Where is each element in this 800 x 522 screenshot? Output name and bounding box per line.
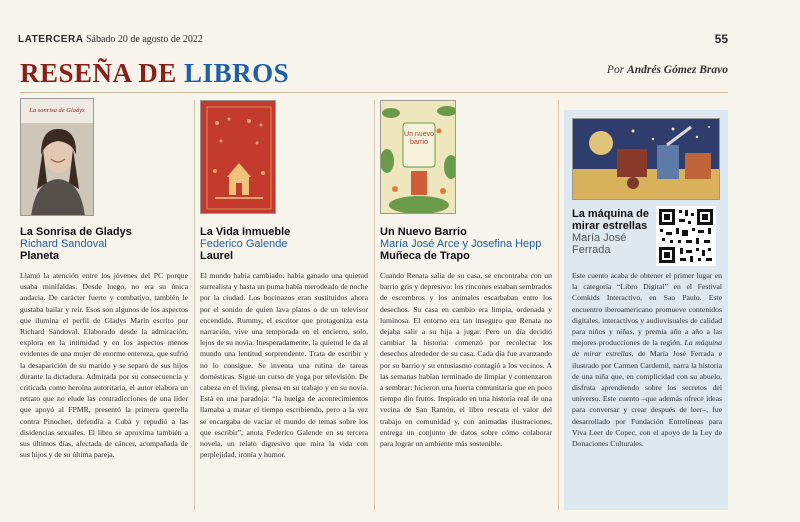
house-illustration xyxy=(201,101,276,214)
review-text: Cuando Renata salía de su casa, se encontraba con un barrio gris y depresivo: los rincones estaban sembrados de escombros y los animales escarbaban entre los desechos. Su casa en cambio era limpia, ordenada y luminosa. El entorno era tan inseguro que Renata no dejaba salir a su hija a jugar. Pero un día decidió cambiar la historia: comenzó por recolectar los desechos alrededor de su casa. Cada día fue avanzando por su barrio y su entusiasmo contagió a los vecinos. A las semanas habían terminado de limpiar y comenzaron a sembrar: hicieron una huerta comunitaria que en poco tiempo dio frutos. Inspirado en una historia real de una vecina de San Ramón, el libro rescata el valor del trabajo en comunidad y, con animadas ilustraciones, entrega un conjunto de datos sobre cómo colaborar para lograr un ambiente más sostenible. xyxy=(380,271,552,449)
book-title: La Sonrisa de Gladys xyxy=(20,226,132,238)
cover-title: Un nuevo barrio xyxy=(404,131,434,146)
review-text: Llamó la atención entre los jóvenes del PC porque usaba minifaldas. Desde luego, no era su única audacia. De carácter fuerte y combativo, también le gustaba bailar y reír. Esos son algunos de los aspectos que ilumina el perfil de Gladys Marín escrito por Richard Sandoval. Elaborado desde la admiración, explora en la intimidad y en los aspectos menos evidentes de una mujer de enorme entereza, que sufrió la desaparición de su marido y se separó de sus hijos durante la dictadura. Admirada por su consecuencia y criticada como heroína autoritaria, el autor elabora un retrato que no elude las contradicciones de una líder que apoyó al FPMR, presentó la primera querella contra Pinochet, defendía a Cuba y repudió a las disidencias sexuales. El libro se aproxima también a sus últimos días, afectada de cáncer, acompañada de sus hijos y de su última pareja. xyxy=(20,271,188,460)
review-text-intro: Este cuento acaba de obtener el primer lugar en la categoría “Libro Digital” en el Festival Comkids Interactivo, en Sao Paulo. Este encuentro iberoamericano promueve contenidos digitales, interactivos y audiovisuales de calidad para niños y niñas, y premia año a año a las mejores producciones de la región. xyxy=(572,271,722,348)
byline xyxy=(607,64,728,76)
section-title-part1: RESEÑA DE xyxy=(20,58,177,88)
newspaper-brand: LATERCERA xyxy=(18,34,84,45)
review-text-body: de María José Ferrada e ilustrado por Carmen Cardemil, narra la historia de una niña que, en complicidad con su abuelo, disfruta aprendiendo sobre los secretos del universo. Este cuento –que además ofrece ideas para conversar y crear después de leer–, fue desarrollado por Fundación Entrelíneas para Viva Leer de Copec, con el apoyo de la Ley de Donaciones Culturales. xyxy=(572,349,722,449)
title-divider xyxy=(20,92,728,93)
book-title: Un Nuevo Barrio xyxy=(380,226,467,238)
byline-prefix: Por xyxy=(606,64,625,76)
book-cover-la-sonrisa-de-gladys xyxy=(20,98,94,216)
byline-author: Andrés Gómez Bravo xyxy=(627,64,728,76)
book-publisher: Muñeca de Trapo xyxy=(380,250,470,262)
book-author: Richard Sandoval xyxy=(20,238,107,250)
book-cover-un-nuevo-barrio xyxy=(380,100,456,214)
column-divider xyxy=(558,100,559,510)
book-cover-la-vida-inmueble xyxy=(200,100,276,214)
book-author: María José Arce y Josefina Hepp xyxy=(380,238,542,250)
review-text: El mundo había cambiado: había ganado una quietud surrealista y hasta un puma había merodeado de noche por la ciudad. Los bocinazos eran sustituidos ahora por el sonido de quien lava platos o de un televisor encendido. Rummy, el escritor que protagoniza esta narración, vive una temporada en el encierro, solo, lejos de su novia. Inesperadamente, la quietud le da al mundo una lentitud sorprendente. Trata de escribir y no lo consigue. Se inventa una rutina de tareas domésticas. Sigue un curso de yoga por televisión. De cabeza en el living, piensa en su trabajo y en su novia. Está en una paradoja: “la huelga de acontecimientos llamaba a matar el tiempo escribiendo, pero a la vez se encargaba de vaciar el mundo de temas sobre los que escribir”, anota Federico Galende en su tercera novela, un relato digresivo que mira la vida con perplejidad, ironía y humor. xyxy=(200,271,368,460)
book-title: La Vida Inmueble xyxy=(200,226,291,238)
portrait-illustration xyxy=(21,99,94,216)
issue-date: Sábado 20 de agosto de 2022 xyxy=(85,34,203,45)
book-cover-la-maquina-de-mirar-estrellas xyxy=(572,118,720,200)
review-text-book-name: La máquina de mirar estrellas, xyxy=(572,338,722,359)
book-publisher: Laurel xyxy=(200,250,234,262)
book-author: María José Ferrada xyxy=(572,232,627,256)
featured-box xyxy=(564,110,728,510)
page-number: 55 xyxy=(714,32,728,46)
book-title: La máquina de mirar estrellas xyxy=(572,208,650,232)
book-author: Federico Galende xyxy=(200,238,288,250)
cover-title: La sonrisa de Gladys xyxy=(29,107,85,114)
section-title xyxy=(20,58,289,89)
column-divider xyxy=(374,100,375,510)
section-title-part2: LIBROS xyxy=(184,58,290,88)
garden-illustration xyxy=(381,101,456,214)
stars-illustration xyxy=(573,119,720,200)
column-divider xyxy=(194,100,195,510)
qr-code[interactable] xyxy=(656,206,716,266)
review-text xyxy=(572,270,722,506)
book-publisher: Planeta xyxy=(20,250,60,262)
page-header xyxy=(18,34,730,45)
